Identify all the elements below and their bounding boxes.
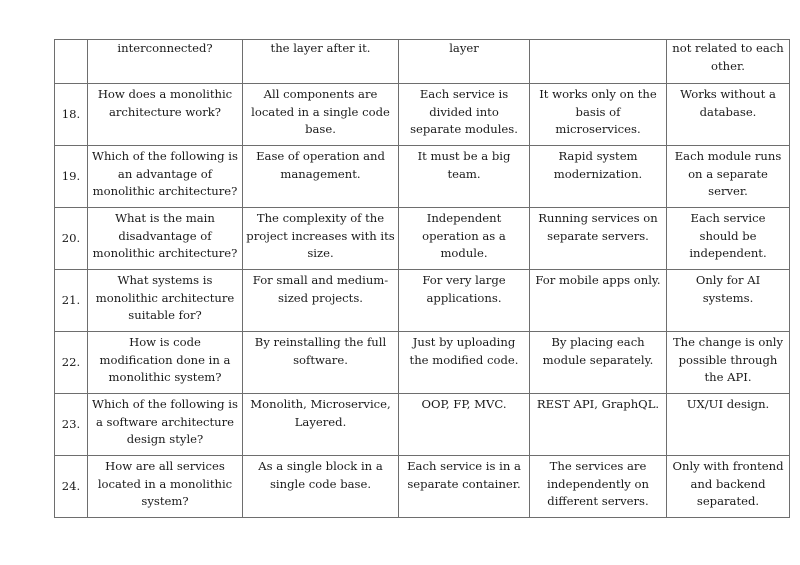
option-b: For very large applications. (399, 270, 530, 332)
table-row (55, 40, 790, 84)
question-number: 23. (55, 394, 88, 456)
question-number: 24. (55, 456, 88, 518)
option-a: For small and medium-sized projects. (243, 270, 399, 332)
option-a: All components are located in a single code base. (243, 84, 399, 146)
option-a: Monolith, Microservice, Layered. (243, 394, 399, 456)
table-row (55, 332, 790, 394)
question-text: Which of the following is a software architecture design style? (88, 394, 243, 456)
option-c (530, 40, 667, 84)
question-number: 19. (55, 146, 88, 208)
option-d: UX/UI design. (667, 394, 790, 456)
option-d: not related to each other. (667, 40, 790, 84)
option-c: Rapid system modernization. (530, 146, 667, 208)
table-row (55, 270, 790, 332)
option-c: For mobile apps only. (530, 270, 667, 332)
option-a: By reinstalling the full software. (243, 332, 399, 394)
option-b: Independent operation as a module. (399, 208, 530, 270)
option-c: Running services on separate servers. (530, 208, 667, 270)
option-b: Each service is in a separate container. (399, 456, 530, 518)
option-b: Each service is divided into separate modules. (399, 84, 530, 146)
quiz-table (54, 39, 790, 518)
option-d: Only for AI systems. (667, 270, 790, 332)
table-row (55, 84, 790, 146)
option-b: OOP, FP, MVC. (399, 394, 530, 456)
option-c: The services are independently on different servers. (530, 456, 667, 518)
question-text: How is code modification done in a monolithic system? (88, 332, 243, 394)
question-number: 21. (55, 270, 88, 332)
question-text: How are all services located in a monolithic system? (88, 456, 243, 518)
option-d: The change is only possible through the API. (667, 332, 790, 394)
question-text: How does a monolithic architecture work? (88, 84, 243, 146)
option-d: Each service should be independent. (667, 208, 790, 270)
option-d: Only with frontend and backend separated. (667, 456, 790, 518)
option-b: layer (399, 40, 530, 84)
option-b: Just by uploading the modified code. (399, 332, 530, 394)
question-number (55, 40, 88, 84)
option-c: By placing each module separately. (530, 332, 667, 394)
table-row (55, 208, 790, 270)
option-b: It must be a big team. (399, 146, 530, 208)
option-a: The complexity of the project increases with its size. (243, 208, 399, 270)
question-text: interconnected? (88, 40, 243, 84)
table-row (55, 456, 790, 518)
option-a: the layer after it. (243, 40, 399, 84)
question-number: 18. (55, 84, 88, 146)
option-c: It works only on the basis of microservices. (530, 84, 667, 146)
table-row (55, 146, 790, 208)
question-number: 22. (55, 332, 88, 394)
option-c: REST API, GraphQL. (530, 394, 667, 456)
question-text: What is the main disadvantage of monolithic architecture? (88, 208, 243, 270)
option-a: As a single block in a single code base. (243, 456, 399, 518)
option-a: Ease of operation and management. (243, 146, 399, 208)
option-d: Each module runs on a separate server. (667, 146, 790, 208)
option-d: Works without a database. (667, 84, 790, 146)
question-text: What systems is monolithic architecture suitable for? (88, 270, 243, 332)
question-number: 20. (55, 208, 88, 270)
table-row (55, 394, 790, 456)
question-text: Which of the following is an advantage of monolithic architecture? (88, 146, 243, 208)
